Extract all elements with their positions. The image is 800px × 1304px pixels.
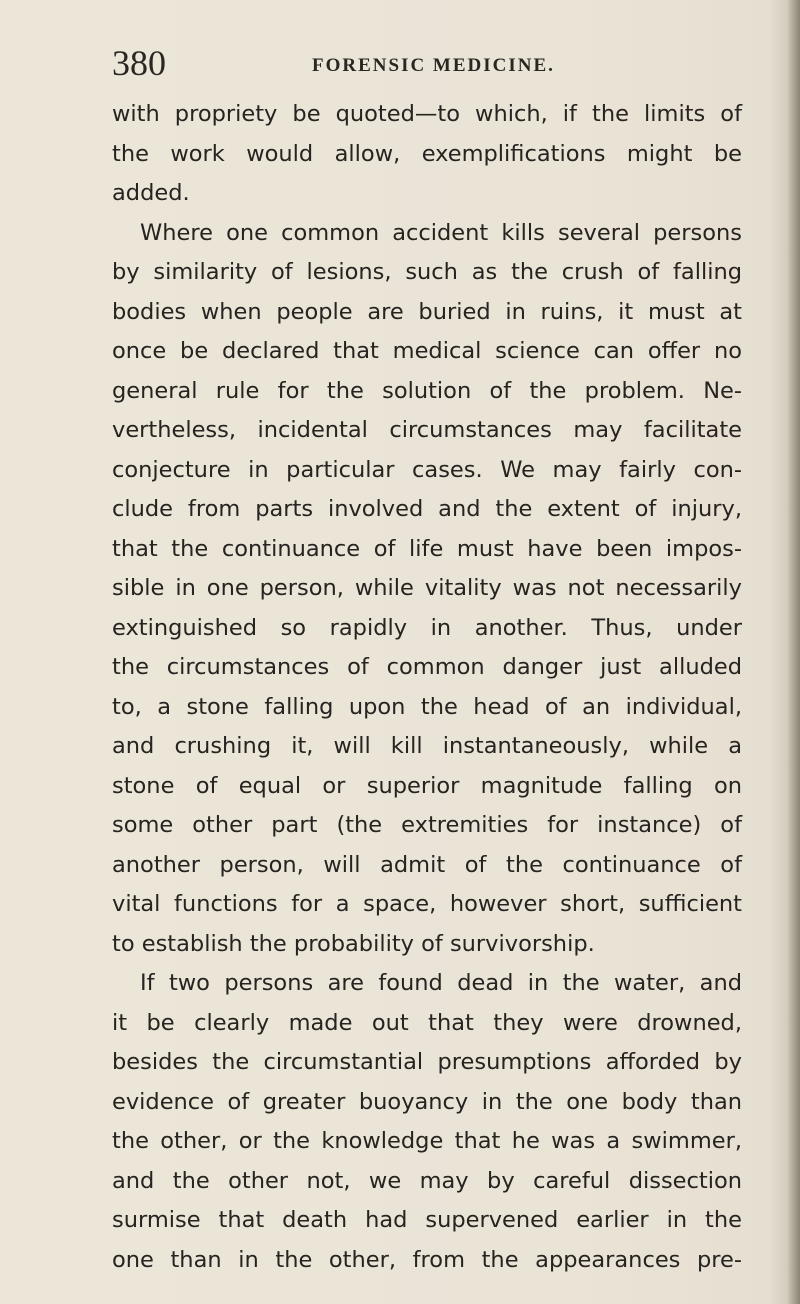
text-line: once be declared that medical science can offer no [112, 338, 742, 364]
text-line: vital functions for a space, however short, sufficient [112, 891, 742, 917]
text-line: clude from parts involved and the extent of injury, [112, 496, 742, 522]
text-line: sible in one person, while vitality was not necessarily [112, 575, 742, 601]
text-line: extinguished so rapidly in another. Thus, under [112, 614, 742, 641]
text-line: some other part (the extremities for instance) of [112, 812, 742, 838]
page-edge [786, 0, 800, 1304]
text-line: bodies when people are buried in ruins, it must at [112, 298, 742, 325]
text-line: and crushing it, will kill instantaneously, while a [112, 733, 742, 759]
text-line: it be clearly made out that they were drowned, [112, 1009, 742, 1036]
text-line: and the other not, we may by careful dissection [112, 1167, 742, 1194]
text-line: that the continuance of life must have been impos- [112, 535, 742, 562]
text-line: conjecture in particular cases. We may fairly con- [112, 456, 742, 483]
text-line: by similarity of lesions, such as the crush of falling [112, 259, 742, 285]
text-line: the work would allow, exemplifications might be [112, 140, 742, 167]
text-line: besides the circumstantial presumptions afforded by [112, 1049, 742, 1075]
text-line: another person, will admit of the continuance of [112, 851, 742, 878]
text-line: added. [112, 180, 190, 206]
text-line: one than in the other, from the appearances pre- [112, 1246, 742, 1273]
text-line: to, a stone falling upon the head of an individual, [112, 693, 742, 720]
text-line: If two persons are found dead in the water, and [140, 970, 742, 996]
text-line: vertheless, incidental circumstances may facilitate [112, 417, 742, 443]
page-number: 380 [112, 43, 166, 83]
text-line: general rule for the solution of the problem. Ne- [112, 377, 742, 404]
text-line: Where one common accident kills several persons [140, 219, 742, 246]
text-line: with propriety be quoted—to which, if the limits of [112, 101, 742, 127]
text-line: to establish the probability of survivorship. [112, 930, 595, 957]
text-line: the other, or the knowledge that he was a swimmer, [112, 1128, 742, 1154]
text-line: stone of equal or superior magnitude falling on [112, 772, 742, 799]
page-header [112, 40, 732, 86]
text-line: the circumstances of common danger just alluded [112, 654, 742, 680]
body-text [112, 95, 742, 1280]
running-head: FORENSIC MEDICINE. [312, 55, 555, 76]
text-line: evidence of greater buoyancy in the one body than [112, 1088, 742, 1115]
text-line: surmise that death had supervened earlier in the [112, 1207, 742, 1233]
